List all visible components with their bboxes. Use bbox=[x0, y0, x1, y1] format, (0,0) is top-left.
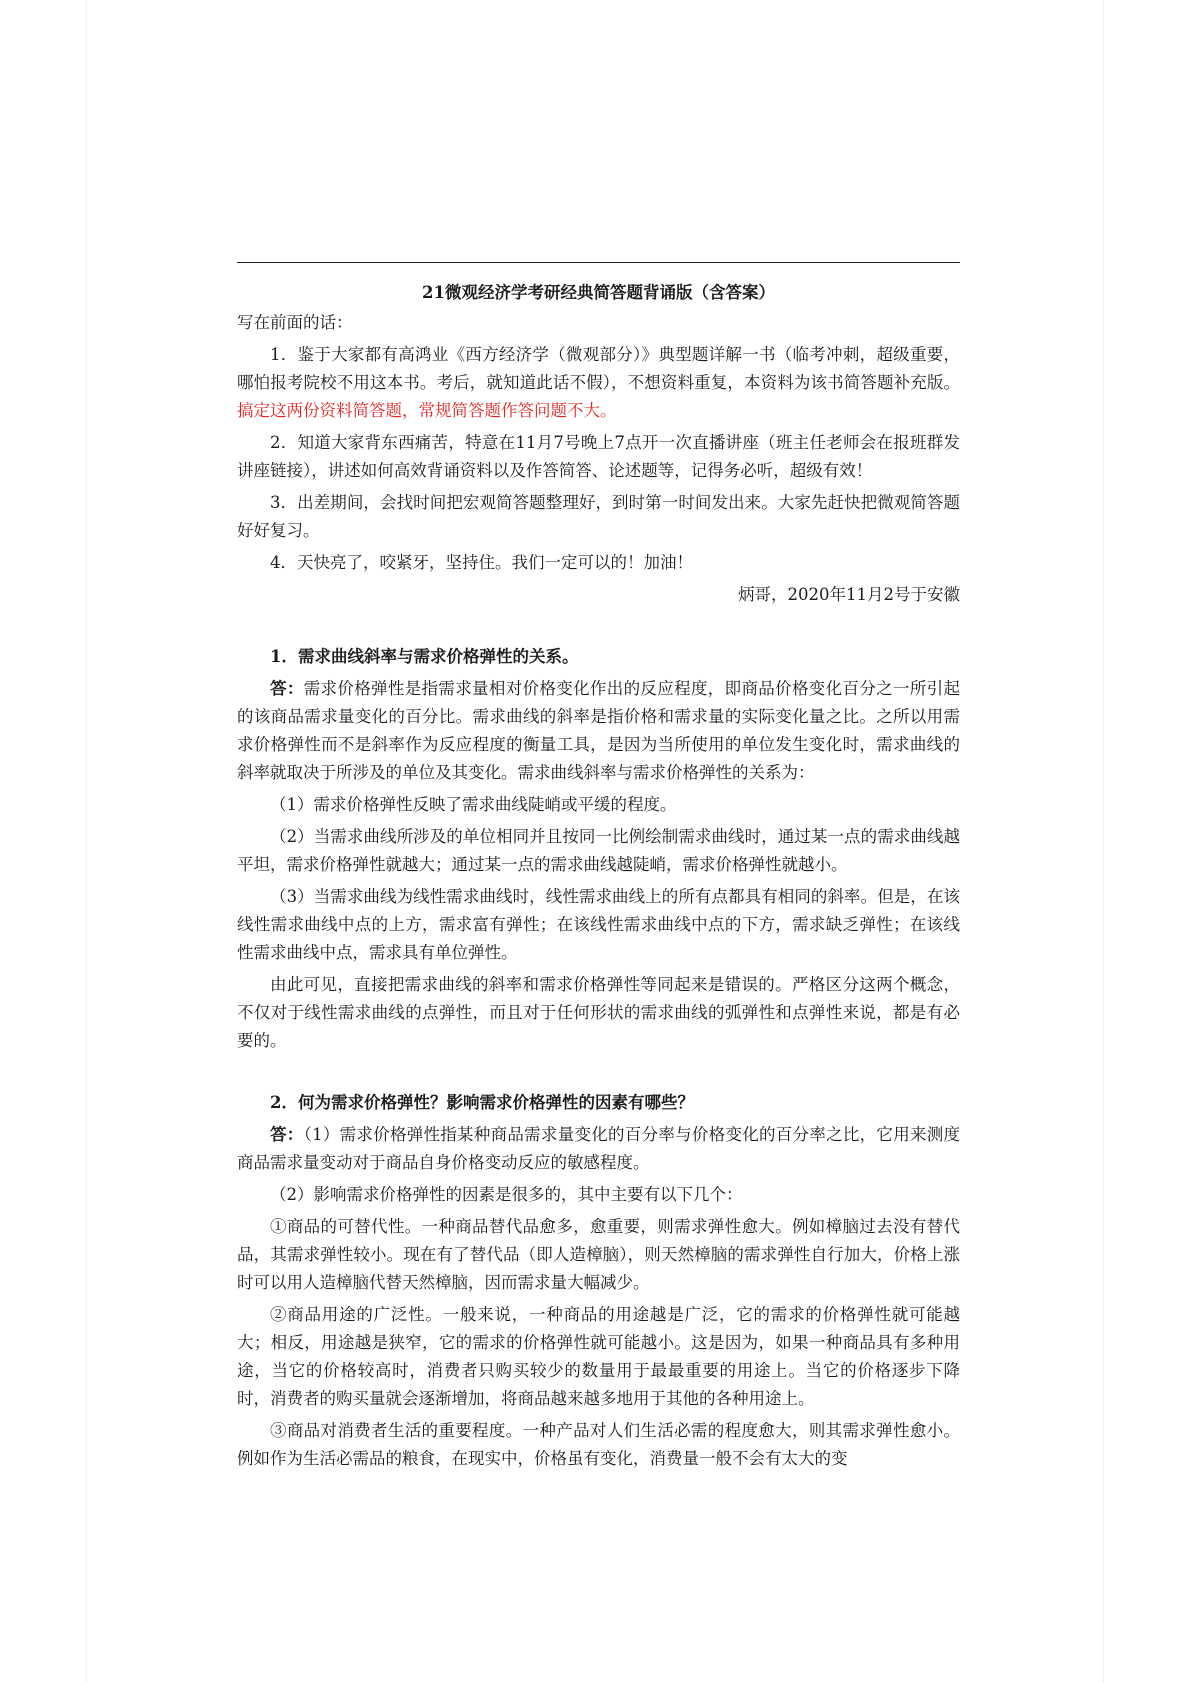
header-rule bbox=[237, 262, 960, 263]
question-2-para-4: ③商品对消费者生活的重要程度。一种产品对人们生活必需的程度愈大，则其需求弹性愈小。例如作为生活必需品的粮食，在现实中，价格虽有变化，消费量一般不会有太大的变 bbox=[237, 1421, 960, 1468]
answer-label: 答： bbox=[270, 1125, 304, 1144]
signature: 炳哥，2020年11月2号于安徽 bbox=[738, 585, 960, 604]
preface-item-1-text: 1．鉴于大家都有高鸿业《西方经济学（微观部分）》典型题详解一书（临考冲刺，超级重要，哪怕报考院校不用这本书。考后，就知道此话不假），不想资料重复，本资料为该书简答题补充版。 bbox=[237, 345, 960, 392]
preface-item-2: 2．知道大家背东西痛苦，特意在11月7号晚上7点开一次直播讲座（班主任老师会在报班群发讲座链接），讲述如何高效背诵资料以及作答简答、论述题等，记得务必听，超级有效！ bbox=[237, 433, 960, 480]
question-1-point-1: （1）需求价格弹性反映了需求曲线陡峭或平缓的程度。 bbox=[270, 795, 677, 814]
question-2-para-2: ①商品的可替代性。一种商品替代品愈多，愈重要，则需求弹性愈大。例如樟脑过去没有替代品，其需求弹性较小。现在有了替代品（即人造樟脑），则天然樟脑的需求弹性自行加大，价格上涨时可以用人造樟脑代替天然樟脑，因而需求量大幅减少。 bbox=[237, 1217, 960, 1292]
question-2-answer-first: （1）需求价格弹性指某种商品需求量变化的百分率与价格变化的百分率之比，它用来测度商品需求量变动对于商品自身价格变动反应的敏感程度。 bbox=[237, 1125, 961, 1172]
question-1-point-3: （3）当需求曲线为线性需求曲线时，线性需求曲线上的所有点都具有相同的斜率。但是，在该线性需求曲线中点的上方，需求富有弹性；在该线性需求曲线中点的下方，需求缺乏弹性；在该线性需求曲线中点，需求具有单位弹性。 bbox=[237, 887, 960, 962]
question-1-point-2: （2）当需求曲线所涉及的单位相同并且按同一比例绘制需求曲线时，通过某一点的需求曲线越平坦，需求价格弹性就越大；通过某一点的需求曲线越陡峭，需求价格弹性就越小。 bbox=[237, 827, 960, 874]
question-1-answer bbox=[237, 675, 960, 787]
question-2-answer bbox=[237, 1121, 960, 1177]
question-1-title: 1．需求曲线斜率与需求价格弹性的关系。 bbox=[270, 647, 579, 666]
preface-item-3: 3．出差期间，会找时间把宏观简答题整理好，到时第一时间发出来。大家先赶快把微观简答题好好复习。 bbox=[237, 493, 960, 540]
page-edge-right bbox=[1103, 0, 1104, 1683]
preface-highlight: 搞定这两份资料简答题，常规简答题作答问题不大。 bbox=[237, 401, 617, 420]
question-1-conclusion: 由此可见，直接把需求曲线的斜率和需求价格弹性等同起来是错误的。严格区分这两个概念，不仅对于线性需求曲线的点弹性，而且对于任何形状的需求曲线的弧弹性和点弹性来说，都是有必要的。 bbox=[237, 975, 960, 1050]
page-edge-left bbox=[86, 0, 87, 1683]
question-1-answer-intro: 需求价格弹性是指需求量相对价格变化作出的反应程度，即商品价格变化百分之一所引起的该商品需求量变化的百分比。需求曲线的斜率是指价格和需求量的实际变化量之比。之所以用需求价格弹性而不是斜率作为反应程度的衡量工具，是因为当所使用的单位发生变化时，需求曲线的斜率就取决于所涉及的单位及其变化。需求曲线斜率与需求价格弹性的关系为： bbox=[237, 679, 961, 782]
answer-label: 答： bbox=[270, 679, 304, 698]
document-body bbox=[237, 262, 960, 1477]
question-2-para-1: （2）影响需求价格弹性的因素是很多的，其中主要有以下几个： bbox=[270, 1185, 743, 1204]
preface-item-4: 4．天快亮了，咬紧牙，坚持住。我们一定可以的！加油！ bbox=[270, 553, 693, 572]
question-2-para-3: ②商品用途的广泛性。一般来说，一种商品的用途越是广泛，它的需求的价格弹性就可能越大；相反，用途越是狭窄，它的需求的价格弹性就可能越小。这是因为，如果一种商品具有多种用途，当它的价格较高时，消费者只购买较少的数量用于最最重要的用途上。当它的价格逐步下降时，消费者的购买量就会逐渐增加，将商品越来越多地用于其他的各种用途上。 bbox=[237, 1305, 960, 1408]
preface-item-1 bbox=[237, 341, 960, 425]
preface-heading: 写在前面的话： bbox=[237, 313, 353, 332]
question-2-title: 2．何为需求价格弹性？影响需求价格弹性的因素有哪些？ bbox=[270, 1093, 694, 1112]
document-title: 21微观经济学考研经典简答题背诵版（含答案） bbox=[422, 283, 775, 302]
